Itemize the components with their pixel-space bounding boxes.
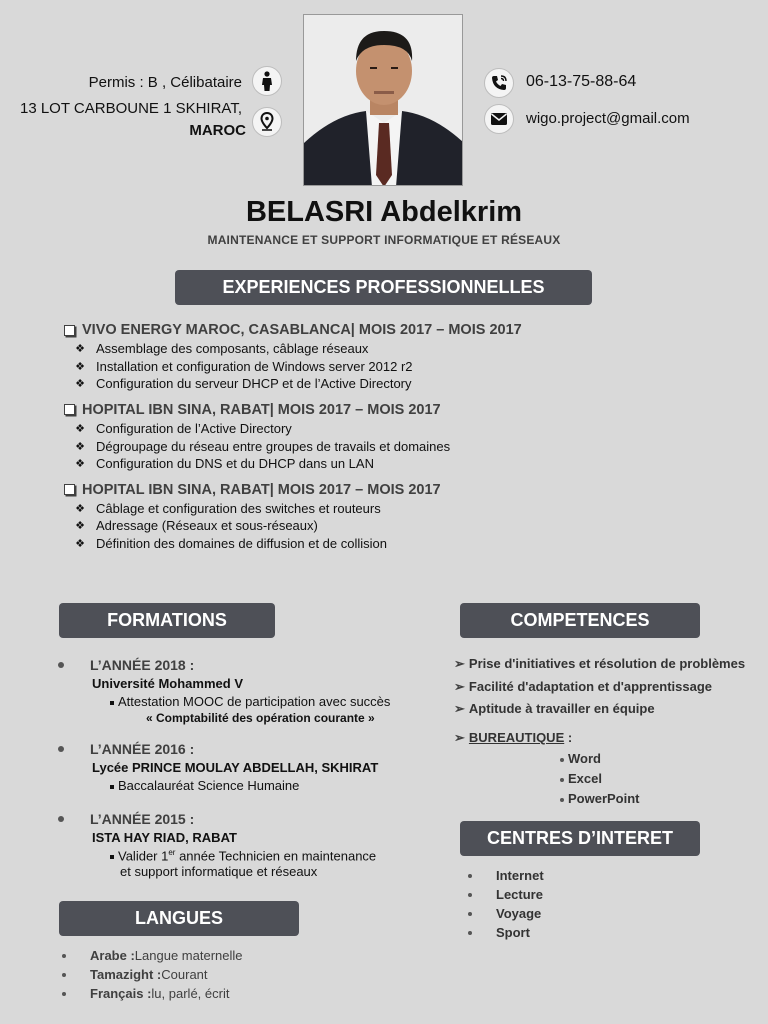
bullet-dot-icon [58,816,64,822]
address-line-2: MAROC [189,122,246,139]
formation-school: Université Mohammed V [92,676,243,691]
bullet-dot-icon [468,931,472,935]
language-item: Français : lu, parlé, écrit [62,984,362,1003]
experience-bullet: ❖ Dégroupage du réseau entre groupes de travails et domaines [75,438,451,454]
arrow-bullet-icon: ➢ [454,730,465,745]
formation-school: Lycée PRINCE MOULAY ABDELLAH, SKHIRAT [92,760,379,775]
competence-item: ➢ Aptitude à travailler en équipe [454,701,655,717]
bullet-dot-icon [560,798,564,802]
formation-year: L’ANNÉE 2018 : [90,657,195,673]
arrow-bullet-icon: ➢ [454,678,465,694]
address-line-1: 13 LOT CARBOUNE 1 SKHIRAT, [19,100,242,117]
experience-bullet: ❖ Configuration de l’Active Directory [75,421,292,437]
checkbox-icon [64,325,75,336]
person-icon-circle [252,66,282,96]
location-icon-circle [252,107,282,137]
square-bullet-icon [110,855,114,859]
envelope-icon [490,112,508,126]
bureautique-item: PowerPoint [560,791,710,811]
competence-item: ➢ Prise d'initiatives et résolution de problèmes [454,656,746,671]
location-pin-icon [260,112,274,132]
email-address[interactable]: wigo.project@gmail.com [526,110,690,127]
experience-bullet: ❖ Installation et configuration de Windows server 2012 r2 [75,358,413,374]
formation-detail: « Comptabilité des opération courante » [146,711,375,725]
formation-year: L’ANNÉE 2016 : [90,741,195,757]
formation-year: L’ANNÉE 2015 : [90,811,195,827]
bullet-dot-icon [468,893,472,897]
competence-item: ➢ Facilité d'adaptation et d'apprentissage [454,678,713,694]
bullet-dot-icon [58,662,64,668]
language-item: Tamazight : Courant [62,965,362,984]
experience-bullet: ❖ Adressage (Réseaux et sous-réseaux) [75,518,318,534]
phone-icon [490,74,508,92]
experience-title: HOPITAL IBN SINA, RABAT| MOIS 2017 – MOIS 2017 [64,402,624,418]
bureautique-heading: ➢ BUREAUTIQUE : [454,730,573,745]
diamond-bullet-icon: ❖ [75,538,85,551]
interet-item: Sport [468,923,668,942]
bureautique-item: Word [560,751,710,771]
interets-banner: CENTRES D’INTERET [460,821,700,856]
formations-banner: FORMATIONS [59,603,275,638]
experience-item [64,402,624,473]
experiences-banner: EXPERIENCES PROFESSIONNELLES [175,270,592,305]
formation-detail: et support informatique et réseaux [120,864,318,880]
marital-status: Permis : B , Célibataire [88,74,242,91]
checkbox-icon [64,484,75,495]
experience-bullet: ❖ Configuration du serveur DHCP et de l’Active Directory [75,376,412,392]
formation-item [58,741,438,793]
experience-title: VIVO ENERGY MAROC, CASABLANCA| MOIS 2017 – MOIS 2017 [64,322,624,338]
person-icon [260,71,274,91]
full-name: BELASRI Abdelkrim [245,196,523,228]
interet-item: Voyage [468,904,668,923]
bullet-dot-icon [468,912,472,916]
competences-banner: COMPETENCES [460,603,700,638]
experience-bullet: ❖ Câblage et configuration des switches et routeurs [75,500,381,516]
experience-bullet: ❖ Définition des domaines de diffusion et de collision [75,536,387,552]
formation-item [58,811,438,879]
bureautique-list [560,751,710,811]
bureautique-item: Excel [560,771,710,791]
formation-school: ISTA HAY RIAD, RABAT [92,830,237,845]
diamond-bullet-icon: ❖ [75,458,85,471]
formation-detail: Valider 1er année Technicien en maintenance [110,848,438,863]
language-item: Arabe : Langue maternelle [62,946,362,965]
diamond-bullet-icon: ❖ [75,423,85,436]
square-bullet-icon [110,785,114,789]
diamond-bullet-icon: ❖ [75,520,85,533]
phone-icon-circle [484,68,514,98]
language-list [62,946,362,1003]
checkbox-icon [64,404,75,415]
experience-bullet: ❖ Assemblage des composants, câblage réseaux [75,341,369,357]
competence-list [454,656,764,724]
job-title: MAINTENANCE ET SUPPORT INFORMATIQUE ET RÉSEAUX [207,233,561,247]
bullet-dot-icon [560,758,564,762]
langues-banner: LANGUES [59,901,299,936]
formation-detail: Attestation MOOC de participation avec succès [110,694,438,709]
bullet-dot-icon [560,778,564,782]
bullet-dot-icon [468,874,472,878]
interet-item: Internet [468,866,668,885]
bullet-dot-icon [58,746,64,752]
experience-bullet: ❖ Configuration du DNS et du DHCP dans un LAN [75,456,374,472]
bullet-dot-icon [62,992,66,996]
bullet-dot-icon [62,973,66,977]
phone-number[interactable]: 06-13-75-88-64 [526,73,637,90]
profile-photo [303,14,463,186]
experience-list [64,322,624,552]
experience-item [64,482,624,553]
square-bullet-icon [110,701,114,705]
diamond-bullet-icon: ❖ [75,378,85,391]
interet-item: Lecture [468,885,668,904]
formation-item [58,657,438,725]
formation-detail: Baccalauréat Science Humaine [110,778,438,793]
arrow-bullet-icon: ➢ [454,656,465,671]
interets-list [468,866,668,942]
diamond-bullet-icon: ❖ [75,360,85,373]
experience-title: HOPITAL IBN SINA, RABAT| MOIS 2017 – MOIS 2017 [64,482,624,498]
email-icon-circle [484,104,514,134]
experience-item [64,322,624,393]
diamond-bullet-icon: ❖ [75,440,85,453]
bullet-dot-icon [62,954,66,958]
diamond-bullet-icon: ❖ [75,343,85,356]
diamond-bullet-icon: ❖ [75,502,85,515]
arrow-bullet-icon: ➢ [454,701,465,717]
